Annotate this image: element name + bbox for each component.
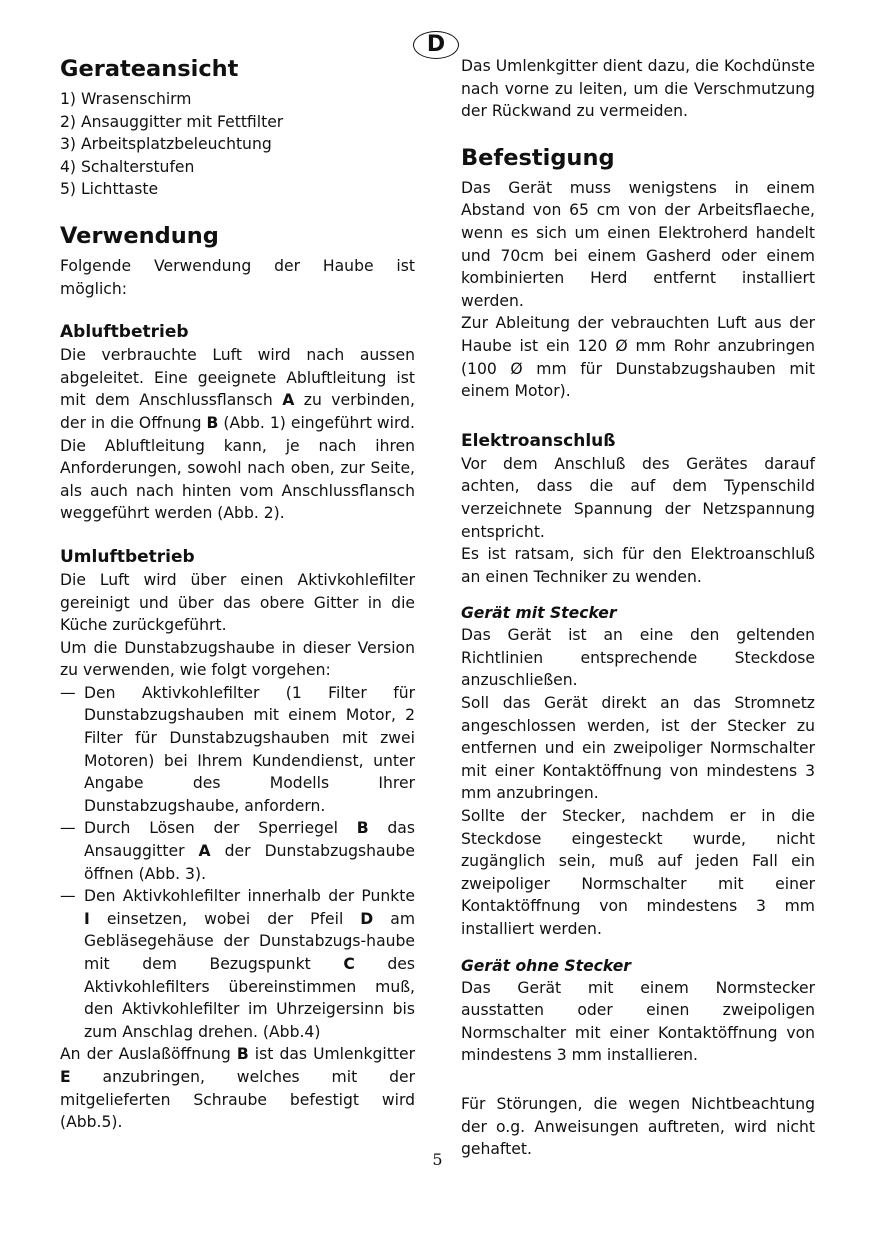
heading-ohne-stecker: Gerät ohne Stecker [461, 956, 631, 975]
instruction-item: — Den Aktivkohlefilter (1 Filter für Dunstabzugshauben mit einem Motor, 2 Filter für Dunstabzugshauben mit zwei Motoren) bei Ihrem Kundendienst, unter Angabe des Modells Ihrer Dunstabzugshaube, anfordern. [60, 683, 415, 815]
abluftbetrieb-text: Die verbrauchte Luft wird nach aussen abgeleitet. Eine geeignete Abluftleitung ist mit dem Anschlussflansch A zu verbinden, der in die Offnung B (Abb. 1) eingeführt wird. Die Abluftleitung kann, je nach ihren Anforderungen, sowohl nach oben, zur Seite, als auch nach hinten vom Anschlussflansch weggeführt werden (Abb. 2). [60, 346, 416, 523]
umluftbetrieb-text-2: Um die Dunstabzugshaube in dieser Version zu verwenden, wie folgt vorgehen: [60, 638, 415, 680]
heading-mit-stecker: Gerät mit Stecker [461, 604, 617, 623]
mit-stecker-text-1: Das Gerät ist an eine den geltenden Richtlinien entsprechende Steckdose anzuschließen. [461, 626, 815, 690]
list-item: 4) Schalterstufen [60, 157, 195, 176]
language-badge: D [413, 31, 459, 59]
elektroanschluss-text-2: Es ist ratsam, sich für den Elektroanschluß an einen Techniker zu wenden. [461, 545, 815, 586]
umlenkgitter-instruction: An der Auslaßöffnung B ist das Umlenkgitter E anzubringen, welches mit der mitgelieferten Schraube befestigt wird (Abb.5). [60, 1045, 415, 1132]
heading-verwendung: Verwendung [60, 222, 219, 249]
list-item: 5) Lichttaste [60, 180, 159, 199]
heading-befestigung: Befestigung [461, 144, 615, 171]
umlenkgitter-text: Das Umlenkgitter dient dazu, die Kochdünste nach vorne zu leiten, um die Verschmutzung der Rückwand zu vermeiden. [461, 57, 815, 121]
heading-elektroanschluss: Elektroanschluß [461, 430, 616, 451]
elektroanschluss-text-1: Vor dem Anschluß des Gerätes darauf achten, dass die auf dem Typenschild verzeichnete Spannung der Netzspannung entspricht. [461, 454, 815, 541]
list-item: 3) Arbeitsplatzbeleuchtung [60, 135, 272, 154]
list-item: 1) Wrasenschirm [60, 90, 192, 108]
list-item: 2) Ansauggitter mit Fettfilter [60, 112, 284, 131]
haftung-text: Für Störungen, die wegen Nichtbeachtung der o.g. Anweisungen auftreten, wird nicht gehaftet. [461, 1094, 815, 1159]
befestigung-text-1: Das Gerät muss wenigstens in einem Abstand von 65 cm von der Arbeitsflaeche, wenn es sich um einen Elektroherd handelt und 70cm bei einem Gasherd oder einem kombinierten Herd entfernt installiert werden. [461, 178, 815, 310]
ohne-stecker-text-1: Das Gerät mit einem Normstecker ausstatten oder einen zweipoligen Normschalter mit einer Kontaktöffnung von mindestens 3 mm installieren. [461, 978, 815, 1065]
verwendung-intro: Folgende Verwendung der Haube ist möglich: [60, 256, 415, 298]
instruction-item: — Den Aktivkohlefilter innerhalb der Punkte I einsetzen, wobei der Pfeil D am Gebläsegehäuse der Dunstabzugs-haube mit dem Bezugspunkt C des Aktivkohlefilters übereinstimmen muß, den Aktivkohlefilter im Uhrzeigersinn bis zum Anschlag drehen. (Abb.4) [60, 887, 416, 1041]
mit-stecker-text-3: Sollte der Stecker, nachdem er in die Steckdose eingesteckt wurde, nicht zugänglich sein, muß auf jeden Fall ein zweipoliger Normschalter mit einer Kontaktöffnung von mindestens 3 mm installiert werden. [461, 807, 815, 938]
parts-list [60, 88, 415, 201]
page-number: 5 [432, 1150, 443, 1169]
heading-geraeteansicht: Gerateansicht [60, 56, 239, 82]
instruction-item: — Durch Lösen der Sperriegel B das Ansauggitter A der Dunstabzugshaube öffnen (Abb. 3). [60, 819, 415, 883]
left-column [60, 54, 415, 1134]
mit-stecker-text-2: Soll das Gerät direkt an das Stromnetz angeschlossen werden, ist der Stecker zu entfernen und ein zweipoliger Normschalter mit einer Kontaktöffnung von mindestens 3 mm anzubringen. [461, 694, 815, 803]
befestigung-text-2: Zur Ableitung der vebrauchten Luft aus der Haube ist ein 120 Ø mm Rohr anzubringen (100 Ø mm für Dunstabzugshauben mit einem Motor). [461, 314, 815, 401]
umluftbetrieb-text-1: Die Luft wird über einen Aktivkohlefilter gereinigt und über das obere Gitter in die Küche zurückgeführt. [60, 570, 415, 635]
right-column [461, 55, 815, 1161]
heading-umluftbetrieb: Umluftbetrieb [60, 546, 195, 567]
heading-abluftbetrieb: Abluftbetrieb [60, 322, 189, 343]
